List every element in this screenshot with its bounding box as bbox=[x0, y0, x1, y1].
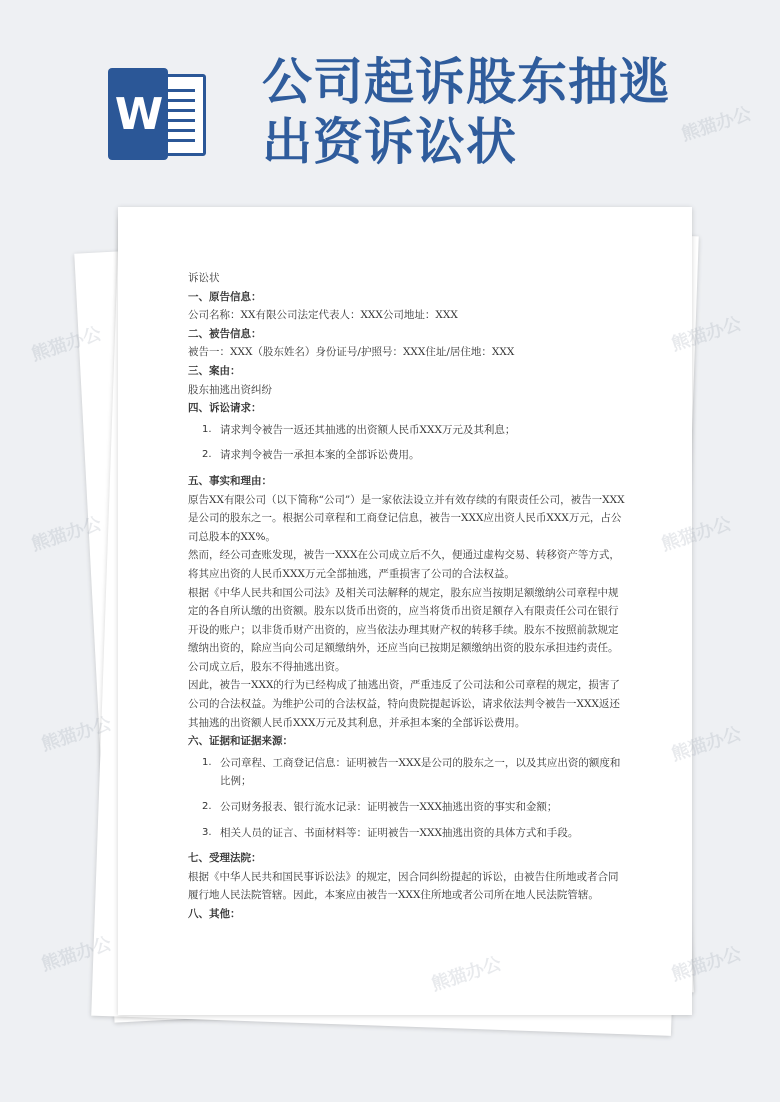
section-title: 八、其他： bbox=[188, 908, 241, 920]
paragraph: 然而，经公司查账发现，被告一XXX在公司成立后不久，便通过虚构交易、转移资产等方式，将其应出资的人民币XXX万元全部抽逃，严重损害了公司的合法权益。 bbox=[188, 549, 620, 580]
list-number: 2. bbox=[202, 801, 212, 813]
watermark: 熊猫办公 bbox=[38, 933, 114, 976]
section-title: 五、事实和理由： bbox=[188, 474, 272, 487]
section-title: 六、证据和证据来源： bbox=[188, 735, 293, 748]
section-text: 公司名称：XX有限公司法定代表人：XXX公司地址：XXX bbox=[188, 309, 458, 322]
paragraph: 因此，被告一XXX的行为已经构成了抽逃出资，严重违反了公司法和公司章程的规定，损害了公司的合法权益。为维护公司的合法权益，特向贵院提起诉讼，请求依法判令被告一XXX返还其抽逃的出资额人民币XXX万元及其利息，并承担本案的全部诉讼费用。 bbox=[188, 679, 620, 729]
list-number: 1. bbox=[202, 423, 212, 435]
list-item bbox=[202, 446, 628, 465]
list-text: 相关人员的证言、书面材料等：证明被告一XXX抽逃出资的具体方式和手段。 bbox=[220, 826, 579, 839]
word-icon bbox=[108, 68, 208, 160]
section-title: 一、原告信息： bbox=[188, 290, 262, 303]
list-item bbox=[202, 754, 628, 791]
list-number: 1. bbox=[202, 756, 212, 768]
paragraph: 根据《中华人民共和国公司法》及相关司法解释的规定，股东应当按期足额缴纳公司章程中规定的各自所认缴的出资额。股东以货币出资的，应当将货币出资足额存入有限责任公司在银行开设的账户；以非货币财产出资的，应当依法办理其财产权的转移手续。股东不按照前款规定缴纳出资的，除应当向公司足额缴纳外，还应当向已按期足额缴纳出资的股东承担违约责任。公司成立后，股东不得抽逃出资。 bbox=[188, 586, 619, 673]
watermark: 熊猫办公 bbox=[668, 313, 744, 356]
section-title: 四、诉讼请求： bbox=[188, 402, 262, 415]
watermark: 熊猫办公 bbox=[38, 713, 114, 756]
section-title: 七、受理法院： bbox=[188, 852, 262, 865]
watermark: 熊猫办公 bbox=[28, 513, 104, 556]
watermark: 熊猫办公 bbox=[668, 943, 744, 986]
word-badge bbox=[108, 68, 168, 160]
list-item bbox=[202, 421, 628, 440]
document-page bbox=[118, 207, 692, 1015]
title-line-2: 出资诉讼状 bbox=[262, 113, 517, 171]
page-title bbox=[262, 52, 702, 172]
section-title: 二、被告信息： bbox=[188, 327, 262, 340]
list-text: 请求判令被告一承担本案的全部诉讼费用。 bbox=[220, 449, 420, 462]
list-number: 2. bbox=[202, 449, 212, 461]
list-text: 请求判令被告一返还其抽逃的出资额人民币XXX万元及其利息； bbox=[220, 423, 516, 436]
evidence-list bbox=[188, 754, 628, 842]
watermark: 熊猫办公 bbox=[428, 953, 504, 996]
paragraph: 根据《中华人民共和国民事诉讼法》的规定，因合同纠纷提起的诉讼，由被告住所地或者合同履行地人民法院管辖。因此，本案应由被告一XXX住所地或者公司所在地人民法院管辖。 bbox=[188, 870, 619, 902]
claims-list bbox=[188, 421, 628, 465]
paragraph: 原告XX有限公司（以下简称“公司”）是一家依法设立并有效存续的有限责任公司，被告一XXX是公司的股东之一。根据公司章程和工商登记信息，被告一XXX应出资人民币XXX万元，占公司总股本的XX%。 bbox=[188, 493, 625, 543]
list-text: 公司财务报表、银行流水记录：证明被告一XXX抽逃出资的事实和金额； bbox=[220, 801, 558, 814]
list-item bbox=[202, 798, 628, 817]
watermark: 熊猫办公 bbox=[28, 323, 104, 366]
section-text: 被告一：XXX（股东姓名）身份证号/护照号：XXX住址/居住地：XXX bbox=[188, 346, 515, 359]
word-letter: W bbox=[114, 88, 162, 140]
list-number: 3. bbox=[202, 826, 212, 838]
section-text: 股东抽逃出资纠纷 bbox=[188, 383, 272, 396]
section-title: 三、案由： bbox=[188, 364, 241, 377]
watermark: 熊猫办公 bbox=[658, 513, 734, 556]
document-body bbox=[188, 269, 628, 924]
list-item bbox=[202, 824, 628, 843]
watermark: 熊猫办公 bbox=[678, 103, 754, 146]
watermark: 熊猫办公 bbox=[668, 723, 744, 766]
document-heading: 诉讼状 bbox=[188, 272, 220, 284]
title-line-1: 公司起诉股东抽逃 bbox=[262, 53, 670, 111]
list-text: 公司章程、工商登记信息：证明被告一XXX是公司的股东之一，以及其应出资的额度和比例； bbox=[220, 756, 621, 788]
